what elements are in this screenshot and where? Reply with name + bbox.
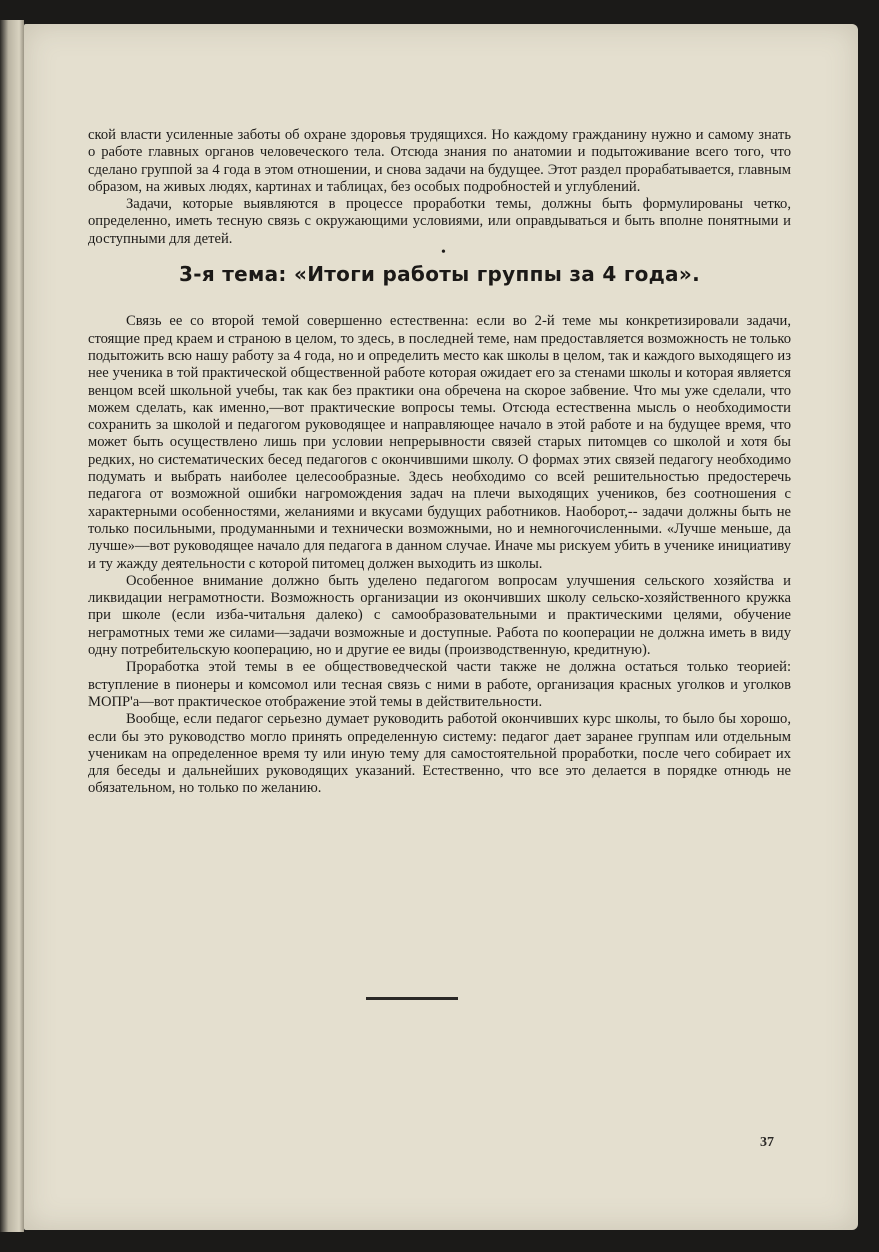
page-text — [88, 127, 791, 798]
main-paragraph-4: Вообще, если педагог серьезно думает руководить работой окончивших курс школы, то было бы хорошо, если бы это руководство могло принять определенную систему: педагог дает заранее группам или отдельным ученикам на определенное время ту или иную тему для самостоятельной проработки, после чего собирает их для беседы и дальнейших руководящих указаний. Естественно, что все это делается в порядке отнюдь не обязательном, но только по желанию. — [88, 711, 791, 797]
book-page — [24, 24, 858, 1230]
end-rule — [366, 997, 458, 1000]
main-paragraph-1: Связь ее со второй темой совершенно естественна: если во 2-й теме мы конкретизировали задачи, стоящие пред краем и страною в целом, то здесь, в последней теме, нам предоставляется возможность не только подытожить всю нашу работу за 4 года, но и определить место как школы в целом, так и каждого выходящего из нее ученика в той практической общественной работе которая ожидает его за стенами школы и которая является венцом всей школьной учебы, так как без практики она обречена на скорое забвение. Что мы уже сделали, что можем сделать, как именно,—вот практические вопросы темы. Отсюда естественна мысль о необходимости сохранить за школой и педагогом руководящее и направляющее начало в этой работе и на будущее время, что может быть осуществлено лишь при условии непрерывности связей старых питомцев со школой и хотя бы редких, но систематических бесед педагогов с окончившими школу. О формах этих связей педагогу необходимо подумать и выбрать наиболее целесообразные. Здесь необходимо со всей решительностью предостеречь педагога от возможной ошибки нагромождения задач на плечи выходящих учеников, без соотношения с характерными особенностями, желаниями и вкусами будущих работников. Наоборот,-- задачи должны быть не только посильными, продуманными и технически возможными, но и немногочисленными. «Лучше меньше, да лучше»—вот руководящее начало для педагога в данном случае. Иначе мы рискуем убить в ученике инициативу и ту жажду деятельности с которой питомец должен выходить из школы. — [88, 313, 791, 572]
separator-dot: • — [441, 245, 446, 261]
previous-page-edge — [0, 20, 24, 1232]
main-paragraph-2: Особенное внимание должно быть уделено педагогом вопросам улучшения сельского хозяйства и ликвидации неграмотности. Возможность организации из окончивших школу сельско-хозяйственного кружка при школе (если изба-читальня далеко) с самообразовательными и практическими целями, обучение неграмотных теми же силами—задачи возможные и доступные. Работа по кооперации не должна иметь в виду одну потребительскую кооперацию, но и другие ее виды (производственную, кредитную). — [88, 572, 791, 659]
main-paragraph-3: Проработка этой темы в ее обществоведческой части также не должна остаться только теорией: вступление в пионеры и комсомол или тесная связь с ними в работе, организация красных уголков и уголков МОПР'а—вот практическое отображение этой темы в действительности. — [88, 659, 791, 710]
page-number: 37 — [760, 1135, 774, 1150]
intro-paragraph-2: Задачи, которые выявляются в процессе проработки темы, должны быть формулированы четко, определенно, иметь тесную связь с окружающими условиями, или оправдываться и быть вполне понятными и доступными для детей. — [88, 196, 791, 247]
intro-paragraph-1: ской власти усиленные заботы об охране здоровья трудящихся. Но каждому гражданину нужно и самому знать о работе главных органов человеческого тела. Отсюда знания по анатомии и подытоживание всего того, что сделано группой за 4 года в этом отношении, и снова задачи на будущее. Этот раздел прорабатывается, главным образом, на живых людях, картинах и таблицах, без особых подробностей и углублений. — [88, 127, 791, 195]
section-heading: 3-я тема: «Итоги работы группы за 4 года». — [179, 262, 700, 287]
